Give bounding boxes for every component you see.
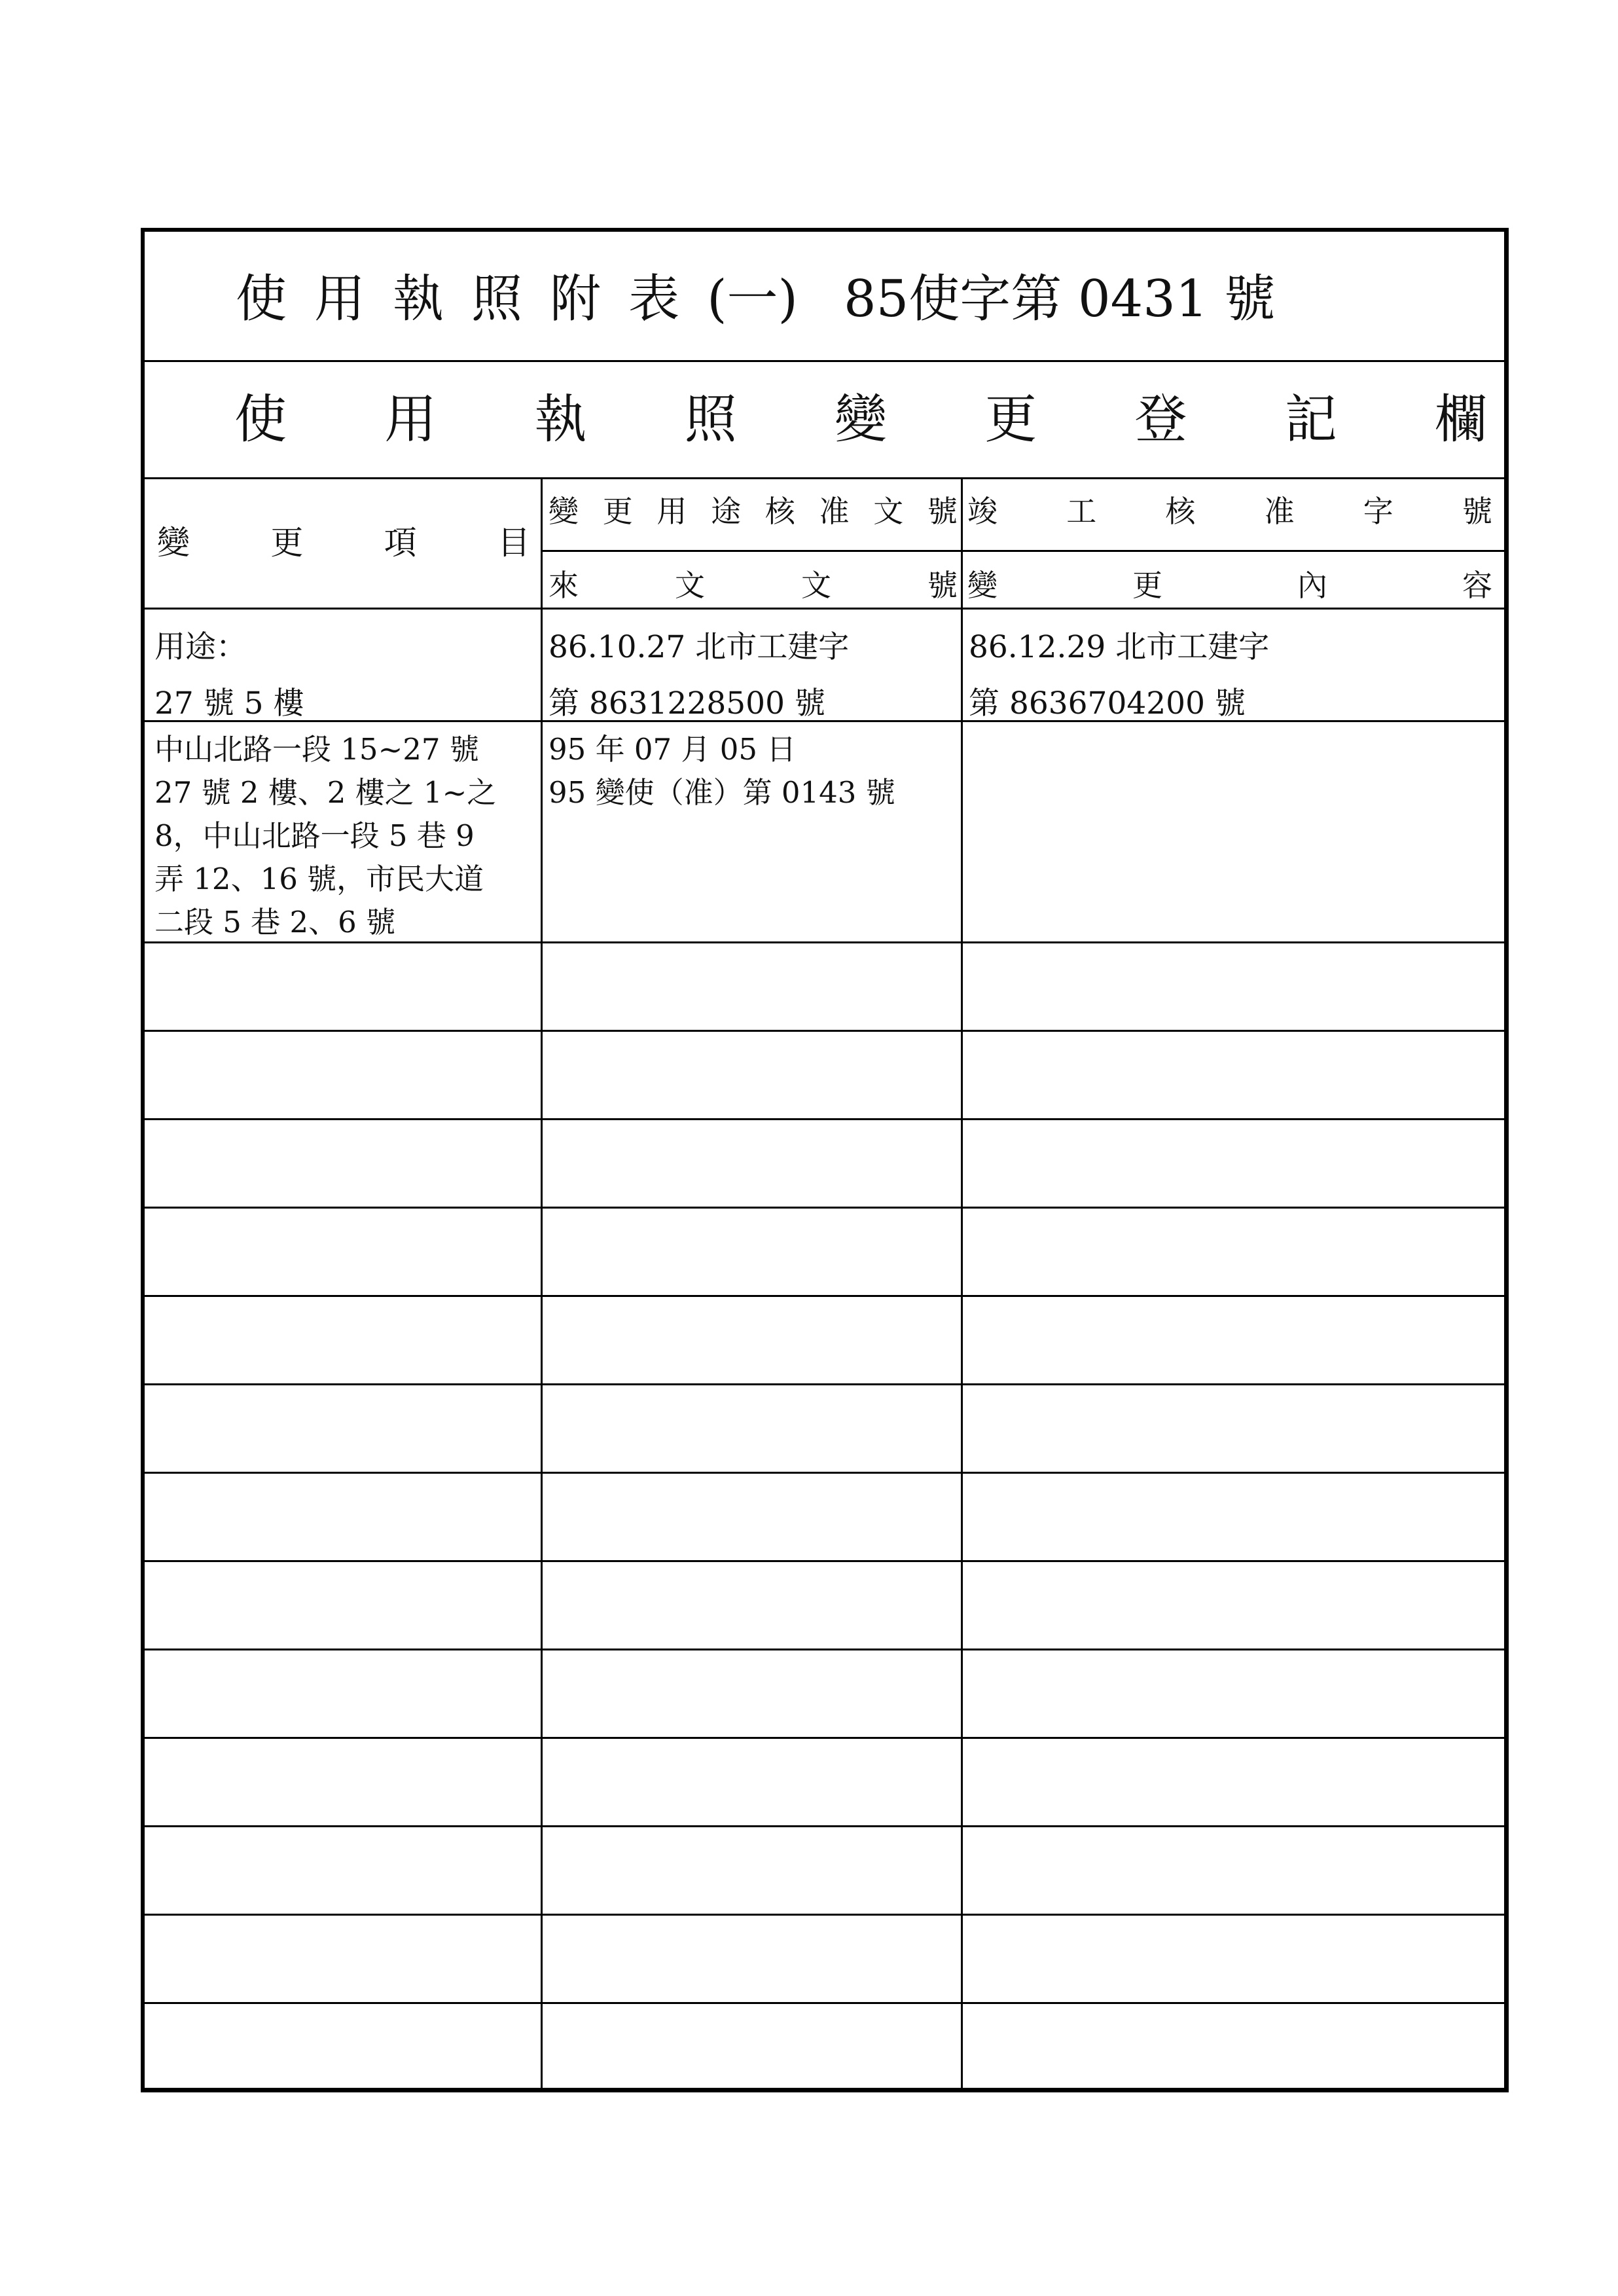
row-divider [145,1295,1504,1297]
subtitle-char: 更 [984,388,1037,450]
header-subdivider [542,550,1504,552]
header-char: 准 [819,494,850,529]
row-divider [145,1030,1504,1032]
row1-change-item: 用途： 27 號 5 樓 [154,629,304,721]
row-divider [145,1825,1504,1827]
subtitle-char: 照 [684,388,737,450]
header-char: 更 [1132,568,1162,603]
header-char: 更 [602,494,633,529]
row2-approval-doc: 95 年 07 月 05 日 95 變使（准）第 0143 號 [548,732,895,810]
row-divider [145,1914,1504,1916]
header-char: 變 [548,494,579,529]
header-char: 號 [927,568,958,603]
subtitle-char: 欄 [1435,388,1487,450]
row-divider [145,1207,1504,1209]
header-char: 變 [157,524,190,562]
subtitle-divider [145,477,1504,479]
license-number: 85使字第 0431 號 [843,270,1276,329]
row-divider [145,608,1504,610]
title-char: 執 [393,270,444,329]
header-completion-number [967,488,1492,531]
row2-change-item: 中山北路一段 15~27 號 27 號 2 樓、2 樓之 1~之 8，中山北路一段 5 巷 9 弄 12、16 號，市民大道 二段 5 巷 2、6 號 [154,732,497,939]
header-char: 核 [764,494,795,529]
header-char: 准 [1264,494,1295,529]
title-char: 表 [628,270,680,329]
header-char: 用 [656,494,687,529]
header-approval-number [548,488,958,531]
header-char: 容 [1462,568,1492,603]
title-char: 使 [236,270,287,329]
section-title [234,378,1487,450]
header-char: 變 [967,568,998,603]
header-change-content [967,562,1492,605]
title-char: (一) [707,270,798,329]
form-title [236,259,1275,331]
row-divider [145,2002,1504,2004]
row1-completion-doc: 86.12.29 北市工建字 第 8636704200 號 [969,629,1270,721]
subtitle-char: 用 [384,388,437,450]
header-char: 核 [1165,494,1196,529]
column-divider [961,477,963,2088]
header-char: 文 [873,494,904,529]
row1-approval-doc: 86.10.27 北市工建字 第 8631228500 號 [548,629,850,721]
row-divider [145,1383,1504,1385]
subtitle-char: 執 [534,388,587,450]
header-incoming-number [548,562,958,605]
title-divider [145,360,1504,362]
header-char: 內 [1297,568,1327,603]
header-char: 文 [801,568,831,603]
header-char: 來 [548,568,579,603]
title-char: 照 [471,270,523,329]
header-change-item [157,517,530,563]
header-char: 更 [270,524,304,562]
row-divider [145,1472,1504,1474]
subtitle-char: 使 [234,388,287,450]
header-char: 項 [384,524,417,562]
header-char: 途 [711,494,742,529]
header-char: 號 [1462,494,1492,529]
subtitle-char: 登 [1134,388,1187,450]
row-divider [145,1649,1504,1650]
header-char: 文 [675,568,705,603]
title-char: 附 [550,270,602,329]
row-divider [145,1560,1504,1562]
row-divider [145,1737,1504,1739]
header-char: 工 [1066,494,1097,529]
header-char: 竣 [967,494,998,529]
column-divider [541,477,543,2088]
header-char: 號 [927,494,958,529]
subtitle-char: 變 [835,388,887,450]
row-divider [145,1118,1504,1120]
header-char: 目 [497,524,530,562]
header-char: 字 [1363,494,1393,529]
title-char: 用 [314,270,366,329]
subtitle-char: 記 [1284,388,1337,450]
